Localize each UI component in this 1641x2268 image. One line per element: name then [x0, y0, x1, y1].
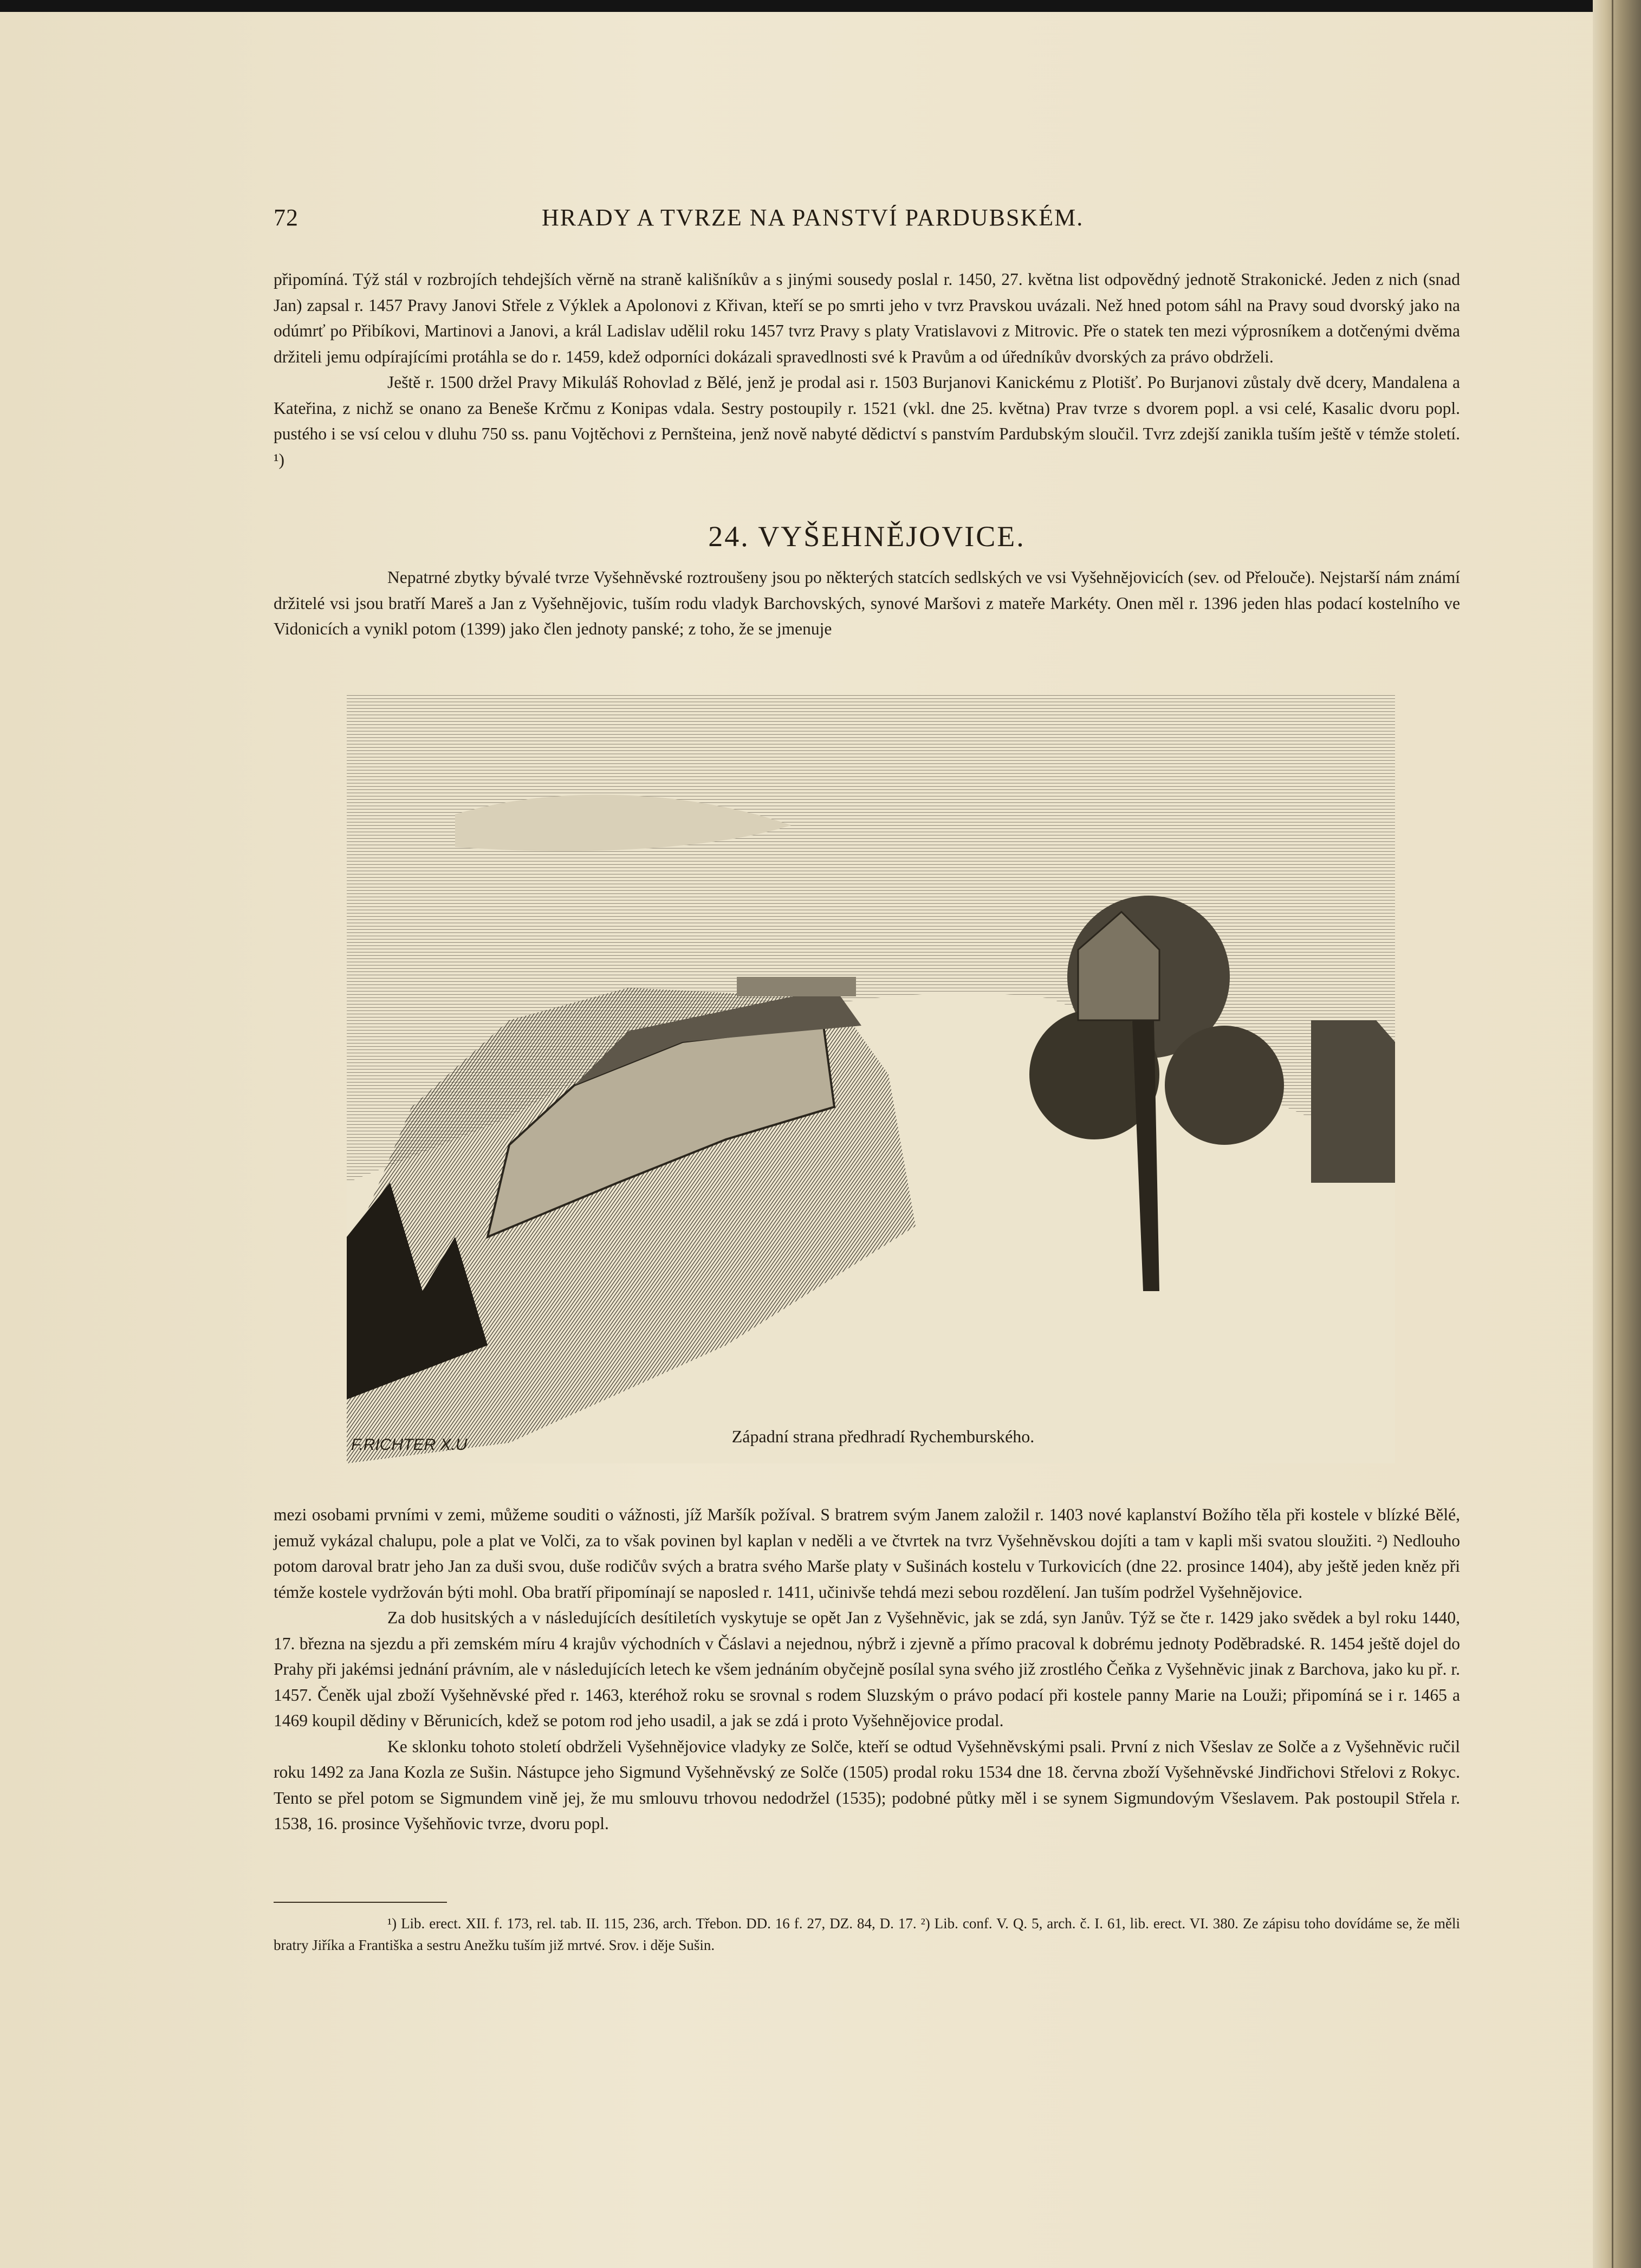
paragraph: připomíná. Týž stál v rozbrojích tehdejších věrně na straně kališníkův a s jinými sousedy poslal r. 1450, 27. května list odpovědný jednotě Strakonické. Jeden z nich (snad Jan) zapsal r. 1457 Pravy Janovi Střele z Výklek a Apolonovi z Křivan, kteří se po smrti jeho v tvrz Pravskou uvázali. Než hned potom sáhl na Pravy soud dvorský jako na odúmrť po Přibíkovi, Martinovi a Janovi, a král Ladislav udělil roku 1457 tvrz Pravy s platy Vratislavovi z Mitrovic. Pře o statek ten mezi výprosníkem a dotčenými dvěma držiteli jemu odpírajícími protáhla se do r. 1459, kdež odporníci dokázali spravedlnosti své k Pravům a od úředníkův dvorských za právo obdrželi. — [274, 270, 1460, 366]
crenellated-wall — [737, 977, 856, 996]
book-spine-shadow — [1593, 0, 1641, 2268]
running-title: HRADY A TVRZE NA PANSTVÍ PARDUBSKÉM. — [542, 204, 1084, 231]
paragraph: mezi osobami prvními v zemi, můžeme souditi o vážnosti, jíž Maršík požíval. S bratrem svým Janem založil r. 1403 nové kaplanství Božího těla při kostele v blízké Bělé, jemuž vykázal chalupu, pole a plat ve Volči, za to však povinen byl kaplan v neděli a ve čtvrtek na tvrz Vyšehněvskou dojíti a tam v kapli mši svatou sloužiti. ²) Nedlouho potom daroval bratr jeho Jan za duši svou, duše rodičův svých a bratra svého Marše platy v Sušinách kostelu v Turkovicích (dne 22. prosince 1404), aby ještě jeden kněz při témže kostele vydržován býti mohl. Oba bratří připomínají se naposled r. 1411, učinivše tehdá mezi sebou rozdělení. Jan tuším podržel Vyšehnějovice. — [274, 1505, 1460, 1602]
footnote-text: ¹) Lib. erect. XII. f. 173, rel. tab. II. 115, 236, arch. Třebon. DD. 16 f. 27, DZ. 84, D. 17. ²) Lib. conf. V. Q. 5, arch. č. I. 61, lib. erect. VI. 380. Ze zápisu toho dovídáme se, že měli bratry Jiříka a Františka a sestru Anežku tuším již mrtvé. Srov. i děje Sušin. — [274, 1915, 1460, 1953]
body-text — [274, 1502, 1460, 1837]
engraver-signature: F.RICHTER X.U — [351, 1436, 468, 1454]
page-edge — [1612, 0, 1613, 2268]
section-intro — [274, 565, 1460, 642]
figure-caption: Západní strana předhradí Rychemburského. — [731, 1427, 1035, 1446]
continuation-text — [274, 267, 1460, 472]
paragraph: Ještě r. 1500 držel Pravy Mikuláš Rohovlad z Bělé, jenž je prodal asi r. 1503 Burjanovi Kanickému z Plotišť. Po Burjanovi zůstaly dvě dcery, Mandalena a Kateřina, z nichž se onano za Beneše Krčmu z Konipas vdala. Sestry postoupily r. 1521 (vkl. dne 25. května) Prav tvrze s dvorem popl. a vsi celé, Kasalic dvoru popl. pustého i se vsí celou v dluhu 750 ss. panu Vojtěchovi z Pernšteina, jenž nově nabyté dědictví s panstvím Pardubským sloučil. Tvrz zdejší zanikla tuším ještě v témže století. ¹) — [274, 373, 1460, 469]
scan-top-border — [0, 0, 1641, 12]
paragraph: Ke sklonku tohoto století obdrželi Vyšehnějovice vladyky ze Solče, kteří se odtud Vyšehněvskými psali. První z nich Všeslav ze Solče a z Vyšehněvic ručil roku 1492 za Jana Kozla ze Sušin. Nástupce jeho Sigmund Vyšehněvský ze Solče (1505) prodal roku 1534 dne 18. června zboží Vyšehněvské Jindřichovi Střelovi z Rokyc. Tento se přel potom se Sigmundem vině jej, že mu smlouvu trhovou nedodržel (1535); podobné půtky měl i se synem Sigmundovým Všeslavem. Pak postoupil Střela r. 1538, 16. prosince Vyšehňovic tvrze, dvoru popl. — [274, 1736, 1460, 1833]
side-building — [1311, 1020, 1395, 1183]
paragraph: Nepatrné zbytky bývalé tvrze Vyšehněvské roztroušeny jsou po některých statcích sedlských ve vsi Vyšehnějovicích (sev. od Přelouče). Nejstarší nám známí držitelé vsi jsou bratří Mareš a Jan z Vyšehnějovic, tuším rodu vladyk Barchovských, synové Maršovi z mateře Markéty. Onen měl r. 1396 jeden hlas podací kostelního ve Vidonicích a vynikl potom (1399) jako člen jednoty panské; z toho, že se jmenuje — [274, 568, 1460, 638]
paragraph: Za dob husitských a v následujících desítiletích vyskytuje se opět Jan z Vyšehněvic, jak se zdá, syn Janův. Týž se čte r. 1429 jako svědek a byl roku 1440, 17. března na sjezdu a při zemském míru 4 krajův východních v Čáslavi a nejednou, nýbrž i zjevně a přímo pracoval k dobrému jednoty Poděbradské. R. 1454 ještě dojel do Prahy při jakémsi jednání právním, ale v následujících letech ke všem jednáním obyčejně posílal syna svého již zrostlého Čeňka z Vyšehněvic jinak z Barchova, jako ku př. r. 1457. Čeněk ujal zboží Vyšehněvské před r. 1463, kteréhož roku se srovnal s rodem Sluzským o právo podací při kostele panny Marie na Louži; připomíná se i r. 1465 a 1469 koupil dědiny v Běrunicích, kdež se potom rod jeho usadil, a jak se zdá i proto Vyšehnějovice prodal. — [274, 1608, 1460, 1730]
page-number: 72 — [274, 204, 299, 231]
engraving-illustration — [347, 695, 1395, 1463]
tree-crown — [1165, 1026, 1284, 1145]
castle-engraving — [347, 695, 1395, 1463]
footnote-rule — [274, 1902, 447, 1903]
footnotes — [274, 1913, 1460, 1956]
section-heading: 24. VYŠEHNĚJOVICE. — [708, 520, 1026, 553]
